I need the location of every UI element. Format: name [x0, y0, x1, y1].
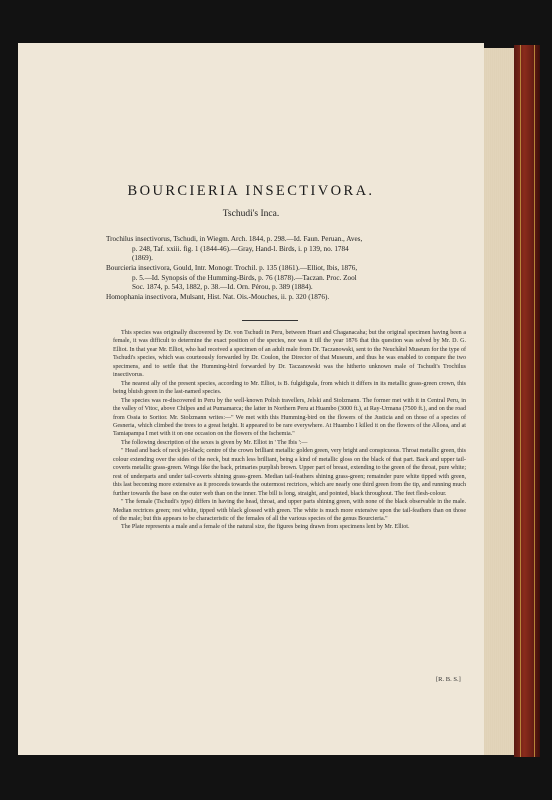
synonymy-line: p. 248, Taf. xxiii. fig. 1 (1844-46).—Gray, Hand-l. Birds, i. p 139, no. 1784 — [132, 244, 349, 253]
synonymy-line: Trochilus insectivorus, Tschudi, in Wiegm. Arch. 1844, p. 298.—Id. Faun. Peruan., Aves, — [106, 235, 363, 243]
paragraph: The Plate represents a male and a female of the natural size, the figures being drawn from specimens lent by Mr. Elliot. — [121, 524, 410, 531]
paragraph: The following description of the sexes is given by Mr. Elliot in ' The Ibis ':— — [121, 439, 308, 446]
synonymy-line: Bourcieria insectivora, Gould, Intr. Monogr. Trochil. p. 135 (1861).—Elliot, Ibis, 1876, — [106, 264, 358, 272]
paragraph: The nearest ally of the present species, according to Mr. Elliot, is B. fulgidigula, from which it differs in its metallic grass-green crown, this being bluish green in the last-named species. — [113, 380, 466, 396]
book-binding — [514, 45, 540, 757]
binding-gilt-line — [520, 45, 521, 757]
synonymy-line: (1869). — [132, 254, 153, 263]
page-block-edge — [484, 48, 514, 755]
page-title: BOURCIERIA INSECTIVORA. — [127, 183, 375, 199]
synonymy-3 — [106, 293, 329, 303]
synonymy-line: Soc. 1874, p. 543, 1882, p. 38.—Id. Orn. Pérou, p. 389 (1884). — [132, 283, 313, 292]
book-page — [18, 43, 484, 755]
binding-gilt-line — [534, 45, 535, 757]
author-signature: [R. B. S.] — [436, 676, 461, 683]
paragraph: " Head and back of neck jet-black; centre of the crown brilliant metallic golden green, very bright and conspicuous. Throat metallic green, this colour extending over the sides of the neck, but much less brilliant, being a kind of metallic gloss on the black of that part. Back and upper tail-coverts metallic grass-green. Wings like the back, primaries purplish brown. Upper part of breast, extending to the green of the throat, pure white; rest of underparts and under tail-coverts shining grass-green. Median tail-feathers shining grass-green; remainder pure white tipped with green, this last becoming more extensive as it proceeds towards the outermost rectrices, which are nearly one third green from the tip, and running much further towards the base on the outer web than on the inner. The bill is long, straight, and pointed, black throughout. The feet flesh-colour. — [113, 448, 466, 497]
page-subtitle: Tschudi's Inca. — [222, 209, 280, 219]
synonymy-line: Homophania insectivora, Mulsant, Hist. Nat. Ois.-Mouches, ii. p. 320 (1876). — [106, 293, 330, 301]
divider-rule — [242, 320, 298, 321]
synonymy-line: p. 5.—Id. Synopsis of the Humming-Birds, p. 76 (1878).—Taczan. Proc. Zool — [132, 273, 357, 282]
paragraph: The species was re-discovered in Peru by the well-known Polish travellers, Jelski and Stolzmann. The former met with it in Central Peru, in the valley of Vitoc, above Chilpes and at Pumamarca; the latter in Northern Peru at Huambo (3000 ft.), at Ray-Urmana (7500 ft.), and on the road from Ossia to Soritor. Mr. Stolzmann writes:—" We met with this Humming-bird on the flowers of the Justicia and on those of a species of Gesneria, which climbed the trees to a great height. It appeared to be rare everywhere. At Huambo I killed it on the flowers of the Alloea, and at Tamiapampa I met with it on one occasion on the flowers of the Ischemia." — [113, 397, 466, 438]
synonymy-1 — [106, 235, 362, 264]
paragraph: This species was originally discovered by Dr. von Tschudi in Peru, between Huari and Chaganacaha; but the original specimen having been a female, it was difficult to determine the exact position of the species, nor was it till the year 1876 that this question was solved by Mr. D. G. Elliot. In that year Mr. Elliot, who had received a specimen of an adult male from Dr. Taczanowski, sent to the Neuchâtel Museum for the type of Tschudi's species, which was courteously forwarded by Dr. Coulon, the Director of that Museum, and thus he was enabled to compare the two specimens, and to settle that the Humming-bird forwarded by Dr. Taczanowski was the hitherto unknown male of Tschudi's Trochilus insectivorus. — [113, 330, 466, 379]
body-text — [113, 329, 466, 532]
paragraph: " The female (Tschudi's type) differs in having the head, throat, and upper parts shining green, with none of the black observable in the male. Median rectrices green; rest white, tipped with black glossed with green. The white is much more extensive upon the tail-feathers than on those of the male; but this appears to be characteristic of the females of all the various species of the genus Bourcieria." — [113, 499, 466, 522]
synonymy-2 — [106, 264, 357, 293]
